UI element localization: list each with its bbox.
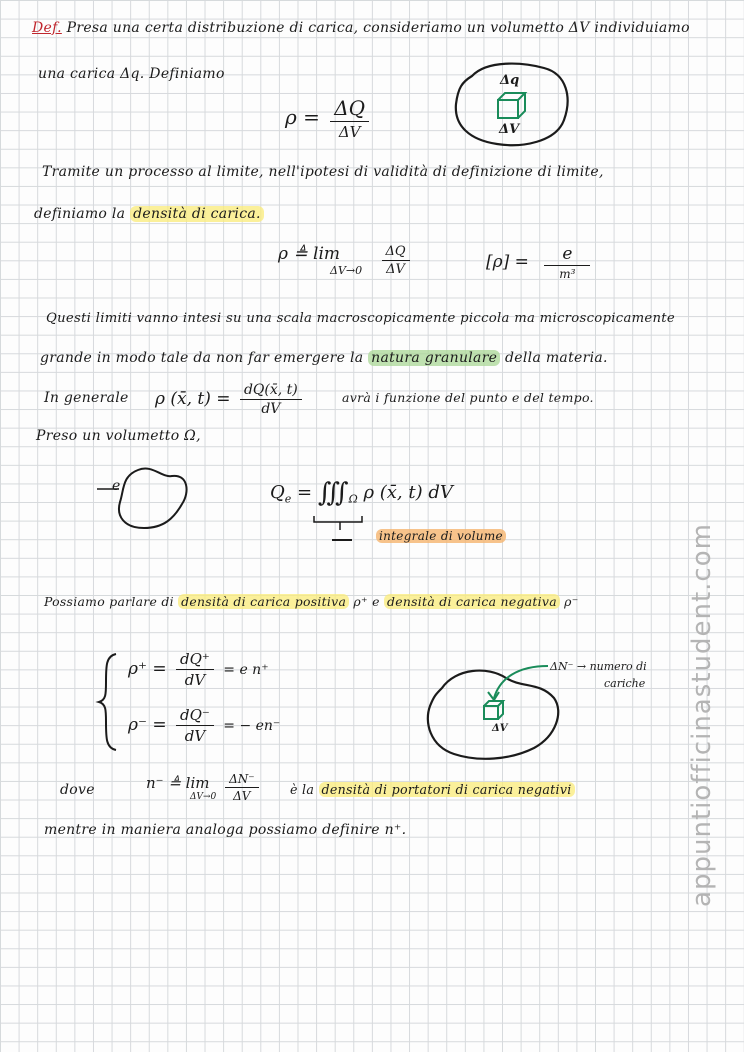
eq-plus: = e n⁺ xyxy=(223,662,269,678)
lim-subscript: ΔV→0 xyxy=(330,264,363,277)
fig1-dv-label: ΔV xyxy=(499,122,520,137)
integral-brace xyxy=(310,512,370,552)
frac-num: ΔQ xyxy=(330,96,369,122)
frac-den: ΔV xyxy=(338,123,361,141)
fig1-dq-label: Δq xyxy=(500,73,520,88)
fraction-dn-dv xyxy=(225,772,259,803)
frac-num-plus: dQ⁺ xyxy=(176,650,214,670)
triple-integral: ∭ xyxy=(317,478,349,508)
def-text: Presa una certa distribuzione di carica, consideriamo un volumetto ΔV individuiamo xyxy=(66,20,690,36)
fig2-e-label: e xyxy=(112,478,121,494)
highlight-negative-density: densità di carica negativa xyxy=(384,594,560,609)
rho-definition-eq xyxy=(285,96,373,141)
line-charge: una carica Δq. Definiamo xyxy=(38,66,225,82)
frac-num-minus: dQ⁻ xyxy=(176,706,214,726)
frac-num-dn: ΔN⁻ xyxy=(225,772,259,788)
unit-den: m³ xyxy=(559,267,576,281)
watermark-text: appuntiofficinastudent.com xyxy=(687,523,718,907)
figure-carrier-blob xyxy=(422,662,562,764)
line-carrier-def xyxy=(290,782,575,797)
line-scale: Questi limiti vanno intesi su una scala macroscopicamente piccola ma microscopicamente xyxy=(46,311,676,326)
line-granular xyxy=(40,350,608,366)
lim-subscript-2: ΔV→0 xyxy=(190,791,217,802)
fraction-dq-plus xyxy=(176,650,214,689)
frac-num-2: ΔQ xyxy=(382,244,410,261)
density-def-text: definiamo la xyxy=(34,206,126,222)
small-cube-icon xyxy=(484,701,503,719)
unit-num: e xyxy=(544,244,590,266)
cube-icon xyxy=(498,93,525,118)
rho-plus-eq xyxy=(128,650,269,689)
qe-subscript: e xyxy=(284,492,292,506)
qe-symbol: Q xyxy=(270,482,285,503)
fig3-note-1: ΔN⁻ → numero di xyxy=(550,660,647,673)
unit-lhs: [ρ] = xyxy=(486,252,529,272)
rho-minus-eq xyxy=(128,706,280,745)
highlight-volume-integral: integrale di volume xyxy=(376,529,506,543)
granular-text-a: grande in modo tale da non far emergere la xyxy=(40,350,364,366)
fraction-dq-minus xyxy=(176,706,214,745)
highlight-granular-nature: natura granulare xyxy=(368,350,500,366)
frac-den-3: dV xyxy=(261,401,281,417)
frac-den-plus: dV xyxy=(184,671,206,689)
unit-fraction xyxy=(544,244,590,281)
line-where: dove xyxy=(60,782,95,798)
fig3-note-2: cariche xyxy=(604,677,646,690)
pn-text-b: ρ⁺ e xyxy=(353,594,380,609)
line-limit-process: Tramite un processo al limite, nell'ipotesi di validità di definizione di limite, xyxy=(42,164,604,180)
integrand: ρ (x̄, t) dV xyxy=(363,482,453,503)
line-volume: Preso un volumetto Ω, xyxy=(36,428,201,444)
integral-label xyxy=(376,529,506,543)
granular-text-b: della materia. xyxy=(505,350,608,366)
line-analogous: mentre in maniera analoga possiamo definire n⁺. xyxy=(44,822,407,838)
def-label: Def. xyxy=(32,20,62,36)
n-minus-symbol: n⁻ ≜ lim xyxy=(146,773,210,792)
frac-num-3: dQ(x̄, t) xyxy=(240,382,302,400)
line-general-b: avrà i funzione del punto e del tempo. xyxy=(342,390,594,405)
rho-xt-symbol: ρ (x̄, t) = xyxy=(155,389,231,409)
fraction-dq-xt xyxy=(240,382,302,417)
unit-eq xyxy=(486,244,594,281)
rho-minus-symbol: ρ⁻ = xyxy=(128,715,167,735)
frac-den-minus: dV xyxy=(184,727,206,745)
pn-text-a: Possiamo parlare di xyxy=(44,594,174,609)
rho-lim-symbol: ρ ≜ lim xyxy=(278,244,341,264)
carrier-text: è la xyxy=(290,782,315,797)
omega-outline xyxy=(119,468,187,528)
figure-volume-omega xyxy=(114,466,190,532)
rho-xt-eq xyxy=(155,382,306,417)
frac-den-dn: ΔV xyxy=(233,789,251,803)
integral-subscript: Ω xyxy=(348,492,358,506)
fraction-dq-dv xyxy=(330,96,369,141)
system-brace xyxy=(96,652,120,752)
n-minus-eq xyxy=(146,772,263,803)
line-positive-negative xyxy=(44,594,579,609)
highlight-carrier-density: densità di portatori di carica negativi xyxy=(319,782,575,797)
frac-den-2: ΔV xyxy=(386,262,405,277)
eq-minus: = − en⁻ xyxy=(223,718,281,734)
pn-text-c: ρ⁻ xyxy=(564,594,579,609)
line-density-def xyxy=(34,206,264,222)
line-definition xyxy=(32,20,690,36)
highlight-charge-density: densità di carica. xyxy=(130,206,264,222)
arrow-to-cube xyxy=(494,666,548,698)
carrier-blob-outline xyxy=(428,671,558,759)
line-general: In generale xyxy=(44,390,129,406)
highlight-positive-density: densità di carica positiva xyxy=(178,594,349,609)
integral-eq: $Q_e$ = $∭_\Omega$ ρ (x̄, t) dV xyxy=(270,478,453,508)
rho-limit-eq xyxy=(278,244,414,277)
rho-symbol: ρ = xyxy=(285,105,320,129)
fraction-limit xyxy=(382,244,410,277)
fig3-dv-label: ΔV xyxy=(492,723,508,734)
rho-plus-symbol: ρ⁺ = xyxy=(128,659,167,679)
